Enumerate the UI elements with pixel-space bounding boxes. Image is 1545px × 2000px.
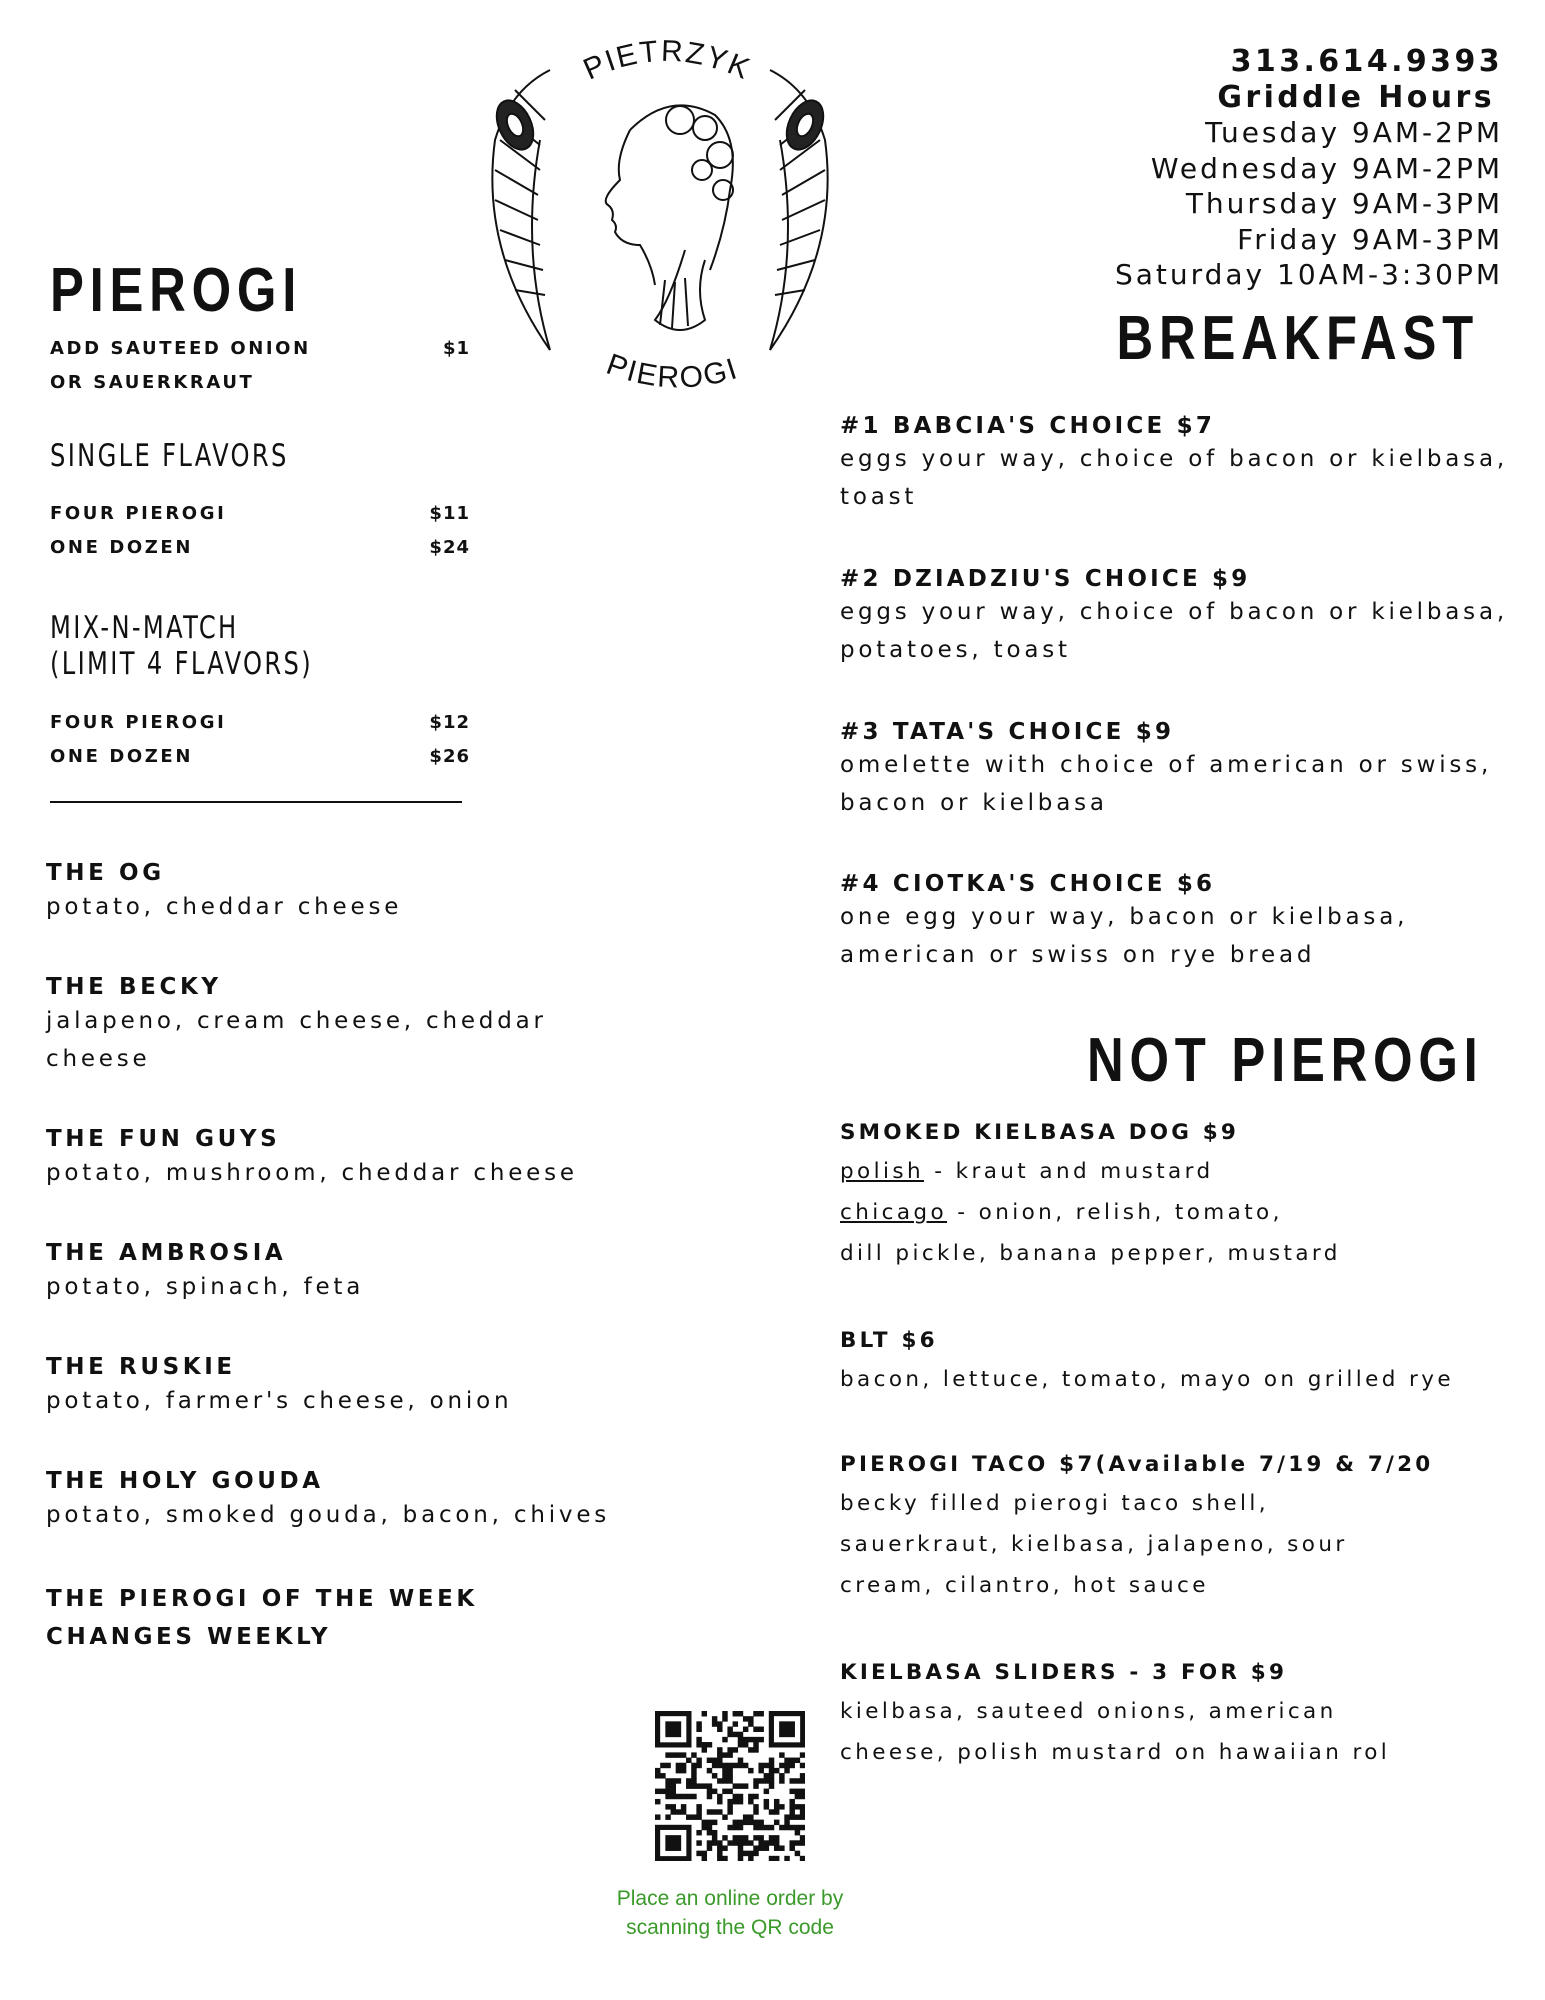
mix-dozen-price: $26 [429,746,470,767]
right-feather-icon [770,70,830,350]
svg-text:PIEROGI [602,348,742,395]
sliders-desc: kielbasa, sauteed onions, american cheese, polish mustard on hawaiian rol [840,1699,1391,1765]
flavor-desc: jalapeno, cream cheese, cheddar cheese [46,1008,547,1072]
blt [840,1327,1520,1400]
single-four-price: $11 [429,503,470,524]
logo-top-text: PIETRZYK [578,34,756,87]
flavor-name: THE OG [46,860,165,886]
dog-polish-line [840,1151,1520,1192]
flavor-name: THE HOLY GOUDA [46,1468,324,1494]
flavor-name: THE AMBROSIA [46,1240,287,1266]
svg-text:PIETRZYK [579,35,756,87]
chicago-desc: - onion, relish, tomato, [947,1200,1283,1225]
breakfast-title: BREAKFAST [1116,304,1479,373]
hours-saturday: Saturday 10AM-3:30PM [1114,258,1503,291]
flavor-desc: potato, cheddar cheese [46,894,403,920]
week-line2: CHANGES WEEKLY [46,1624,332,1650]
breakfast-item-name: #1 BABCIA'S CHOICE $7 [840,413,1216,439]
single-dozen-price: $24 [429,537,470,558]
hours-friday: Friday 9AM-3PM [1237,223,1503,256]
flavor-desc: potato, smoked gouda, bacon, chives [46,1502,611,1528]
mix-four-label: FOUR PIEROGI [50,712,227,733]
breakfast-item-1 [840,412,1520,516]
mix-title-line2: (LIMIT 4 FLAVORS) [50,646,314,682]
single-dozen-label: ONE DOZEN [50,537,193,558]
mix-four-price: $12 [429,712,470,733]
week-line1: THE PIEROGI OF THE WEEK [46,1586,478,1612]
hours-wednesday: Wednesday 9AM-2PM [1150,152,1503,185]
phone-number[interactable]: 313.614.9393 [1230,44,1503,79]
breakfast-item-name: #3 TATA'S CHOICE $9 [840,719,1175,745]
breakfast-item-name: #4 CIOTKA'S CHOICE $6 [840,871,1216,897]
flavor-name: THE BECKY [46,974,222,1000]
qr-caption-line2: scanning the QR code [626,1916,834,1939]
breakfast-item-3 [840,718,1520,822]
mix-title-line1: MIX-N-MATCH [50,610,239,646]
blt-name: BLT $6 [840,1328,938,1353]
left-feather-icon [490,70,550,350]
logo [440,20,880,420]
qr-caption-line1: Place an online order by [616,1887,844,1910]
single-four-label: FOUR PIEROGI [50,503,227,524]
breakfast-item-4 [840,870,1520,974]
addon-price: $1 [442,338,470,359]
flavor-name: THE FUN GUYS [46,1126,281,1152]
breakfast-item-desc: eggs your way, choice of bacon or kielbasa, toast [840,446,1508,510]
breakfast-item-desc: eggs your way, choice of bacon or kielbasa, potatoes, toast [840,599,1508,663]
polish-desc: - kraut and mustard [923,1159,1214,1184]
flavor-desc: potato, mushroom, cheddar cheese [46,1160,578,1186]
dog-name: SMOKED KIELBASA DOG $9 [840,1120,1240,1145]
flavor-ruskie [46,1352,686,1420]
taco-name: PIEROGI TACO $7(Available 7/19 & 7/20 [840,1452,1434,1477]
flavor-desc: potato, spinach, feta [46,1274,365,1300]
flavor-ambrosia [46,1238,686,1306]
breakfast-item-desc: omelette with choice of american or swiss, bacon or kielbasa [840,752,1493,816]
breakfast-item-2 [840,565,1520,669]
logo-illustration [440,20,880,420]
flavor-holy-gouda [46,1466,726,1534]
kielbasa-sliders [840,1659,1520,1773]
single-flavors-title: SINGLE FLAVORS [50,438,289,474]
flavor-becky [46,972,646,1078]
hours-thursday: Thursday 9AM-3PM [1185,187,1503,220]
flavor-fun-guys [46,1124,686,1192]
logo-bottom-text: PIEROGI [602,347,743,395]
qr-code-icon[interactable] [655,1711,805,1861]
addon-label-line2: OR SAUERKRAUT [50,372,255,393]
breakfast-item-desc: one egg your way, bacon or kielbasa, american or swiss on rye bread [840,904,1409,968]
section-divider [50,801,462,803]
not-pierogi-title: NOT PIEROGI [1086,1026,1483,1095]
mix-dozen-label: ONE DOZEN [50,746,193,767]
hours-tuesday: Tuesday 9AM-2PM [1205,116,1503,149]
flavor-og [46,858,666,926]
pierogi-title: PIEROGI [50,256,303,325]
flavor-name: THE RUSKIE [46,1354,236,1380]
chicago-label: chicago [840,1200,948,1225]
hours-title: Griddle Hours [1217,80,1495,115]
breakfast-item-name: #2 DZIADZIU'S CHOICE $9 [840,566,1251,592]
flavor-desc: potato, farmer's cheese, onion [46,1388,513,1414]
qr-code[interactable] [655,1711,805,1861]
pierogi-taco [840,1451,1520,1606]
sliders-name: KIELBASA SLIDERS - 3 FOR $9 [840,1660,1288,1685]
blt-desc: bacon, lettuce, tomato, mayo on grilled rye [840,1367,1455,1392]
qr-caption [560,1884,900,1942]
polish-label: polish [840,1159,924,1184]
addon-label-line1: ADD SAUTEED ONION [50,338,311,359]
dog-chicago-line-2: dill pickle, banana pepper, mustard [840,1241,1341,1266]
taco-desc: becky filled pierogi taco shell, sauerkraut, kielbasa, jalapeno, sour cream, cilantro, hot sauce [840,1491,1348,1598]
pierogi-of-week [46,1580,478,1656]
dog-chicago-line [840,1192,1520,1233]
kielbasa-dog [840,1119,1520,1274]
woman-portrait-icon [606,105,733,330]
